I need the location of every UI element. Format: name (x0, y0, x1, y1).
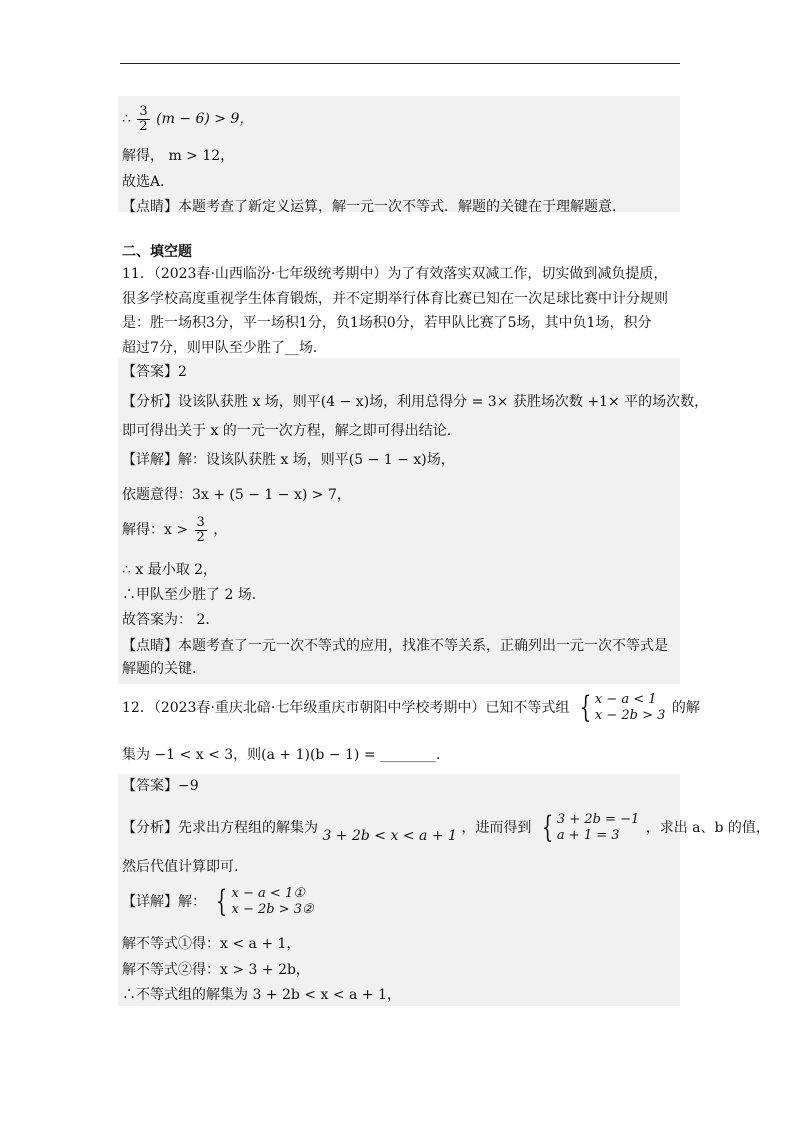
a11-analysis1: 【分析】设该队获胜 x 场，则平(4 − x)场，利用总得分 = 3× 获胜场次数 +1× 平的场次数， (122, 394, 709, 410)
a12-answer: 【答案】−9 (122, 778, 199, 794)
solve-line: 解得， m > 12， (122, 148, 235, 164)
a11-note1: 【点睛】本题考查了一元一次不等式的应用，找准不等关系，正确列出一元一次不等式是 (122, 638, 668, 654)
a12-step2: 解不等式②得：x > 3 + 2b， (122, 962, 310, 978)
a11-detail5: ∴甲队至少胜了 2 场． (122, 587, 266, 603)
a11-detail6: 故答案为： 2． (122, 612, 220, 628)
equation-system: { 3 + 2b = −1 a + 1 = 3 (541, 810, 640, 845)
a11-detail4: ∴ x 最小取 2， (122, 562, 218, 578)
header-rule (120, 63, 680, 64)
inequality-system: { x − a < 1 x − 2b > 3 (579, 690, 666, 725)
a11-analysis2: 即可得出关于 x 的一元一次方程，解之即可得出结论． (122, 423, 461, 439)
a11-note2: 解题的关键． (122, 661, 206, 677)
a12-analysis2: 然后代值计算即可． (122, 859, 248, 875)
section-heading: 二、填空题 (122, 244, 192, 260)
a12-step3: ∴不等式组的解集为 3 + 2b < x < a + 1， (122, 987, 401, 1003)
a12-analysis: 【分析】先求出方程组的解集为 3 + 2b < x < a + 1 ，进而得到 { 3 + 2b = −1 a + 1 = 3 ，求出 a、b 的值， (122, 810, 770, 845)
a11-detail2: 依题意得：3x + (5 − 1 − x) > 7， (122, 487, 351, 503)
fraction: $\frac{3}{2}$ (139, 103, 148, 134)
a11-detail1: 【详解】解：设该队获胜 x 场，则平(5 − 1 − x)场， (122, 452, 455, 468)
q12-line1: 12．（2023春·重庆北碚·七年级重庆市朝阳中学校考期中）已知不等式组 { x − a < 1 x − 2b > 3 的解 (122, 690, 700, 725)
q11-line3: 是：胜一场积3分，平一场积1分，负1场积0分，若甲队比赛了5场，其中负1场，积分 (122, 315, 652, 331)
fraction: $\frac{3}{2}$ (196, 514, 205, 545)
choice-line: 故选A． (122, 174, 175, 190)
q12-line2: 集为 −1 < x < 3，则(a + 1)(b − 1) = ________． (122, 747, 451, 763)
q11-line2: 很多学校高度重视学生体育锻炼，并不定期举行体育比赛已知在一次足球比赛中计分规则 (122, 291, 668, 307)
therefore-line: ∴ $\frac{3}{2}$ (m − 6) > 9， (122, 103, 254, 134)
a12-step1: 解不等式①得：x < a + 1， (122, 936, 301, 952)
q11-line1: 11．（2023春·山西临汾·七年级统考期中）为了有效落实双减工作，切实做到减负提质， (122, 266, 668, 282)
inequality-system: { x − a < 1① x − 2b > 3② (216, 884, 314, 919)
a11-detail3: 解得：x > $\frac{3}{2}$ ， (122, 514, 228, 545)
comment-line: 【点睛】本题考查了新定义运算，解一元一次不等式．解题的关键在于理解题意． (122, 199, 626, 215)
a12-detail: 【详解】解： { x − a < 1① x − 2b > 3② (122, 884, 314, 919)
a11-answer: 【答案】2 (122, 364, 187, 380)
q11-line4: 超过7分，则甲队至少胜了__场． (122, 340, 327, 356)
